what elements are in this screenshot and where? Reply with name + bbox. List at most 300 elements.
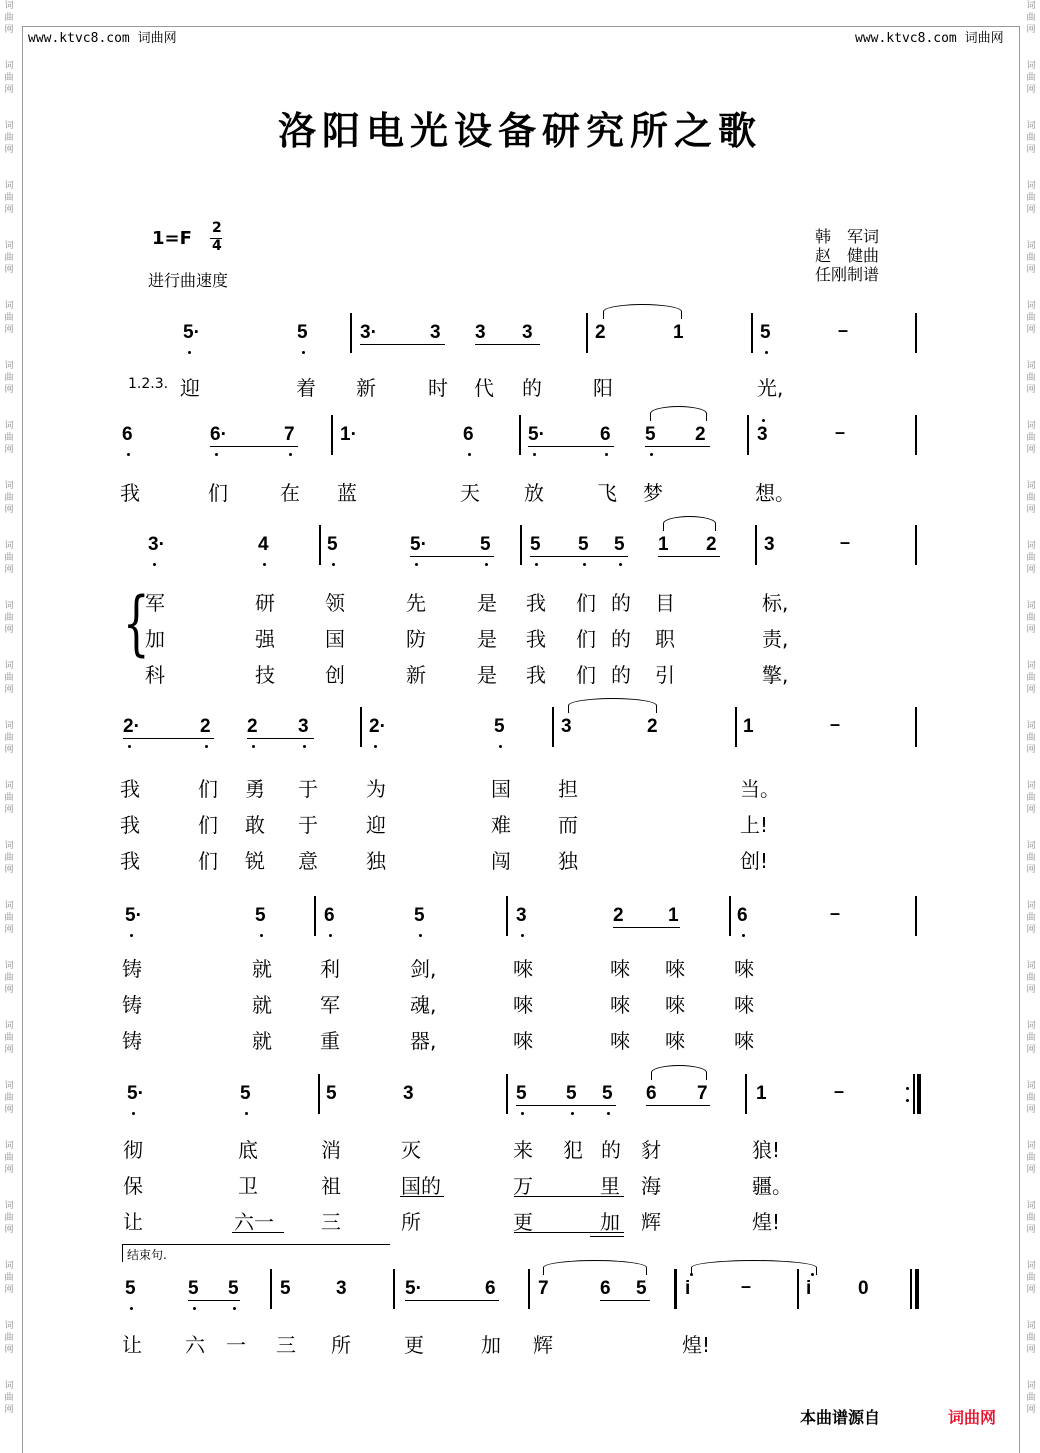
final-barline-thick	[915, 1269, 919, 1309]
lyric-verse2: 加	[145, 627, 165, 651]
lyric-verse3: 六一	[234, 1210, 274, 1234]
lyric: 我	[120, 481, 140, 505]
lyric-verse1: 标,	[762, 591, 789, 615]
key-signature: 1=F	[152, 228, 192, 249]
watermark-glyph: 词 曲 网	[1026, 361, 1036, 395]
lyric-verse1: 的	[601, 1138, 621, 1162]
credit-composer: 赵 健曲	[815, 246, 880, 265]
barline	[506, 896, 508, 936]
note: 3	[764, 534, 775, 555]
lyric-verse2: 责,	[762, 627, 789, 651]
lyric-verse2: 我	[526, 627, 546, 651]
note: i	[806, 1278, 812, 1299]
lyric-verse1: 彻	[123, 1138, 143, 1162]
lyric-verse1: 研	[255, 591, 275, 615]
watermark-glyph: 词 曲 网	[1026, 541, 1036, 575]
lyric-verse1: 先	[406, 591, 426, 615]
slur	[663, 516, 716, 531]
octave-dot-low	[583, 563, 586, 566]
lyric-verse2: 是	[477, 627, 497, 651]
barline	[915, 896, 917, 936]
octave-dot-low	[419, 934, 422, 937]
note: 2	[200, 716, 211, 737]
dash-rest: –	[830, 714, 841, 734]
watermark-glyph: 词 曲 网	[1026, 1321, 1036, 1355]
octave-dot-low	[130, 1307, 133, 1310]
lyric-verse3: 就	[252, 1029, 272, 1053]
note: i	[685, 1278, 691, 1299]
note: 1·	[340, 424, 357, 445]
note: 3	[757, 424, 768, 445]
lyric-verse1: 为	[366, 777, 386, 801]
watermark-glyph: 词 曲 网	[4, 721, 14, 755]
octave-dot-high	[762, 419, 765, 422]
note: 2	[695, 424, 706, 445]
barline	[915, 525, 917, 565]
dash-rest: –	[838, 320, 849, 340]
lyric-verse2: 我	[120, 813, 140, 837]
lyric: 时	[428, 376, 448, 400]
lyric: 蓝	[337, 481, 357, 505]
lyric-verse3: 器,	[410, 1029, 437, 1053]
octave-dot-low	[332, 563, 335, 566]
watermark-glyph: 词 曲 网	[4, 481, 14, 515]
lyric-verse3: 唻	[513, 1029, 533, 1053]
barline	[586, 313, 588, 353]
barline-start	[674, 1269, 676, 1309]
lyric-verse2: 的	[611, 627, 631, 651]
lyric: 想。	[755, 481, 795, 505]
note: 1	[673, 322, 684, 343]
lyric-verse3: 辉	[641, 1210, 661, 1234]
lyric-verse2: 于	[298, 813, 318, 837]
octave-dot-low	[233, 1307, 236, 1310]
watermark-glyph: 词 曲 网	[1026, 1081, 1036, 1115]
lyric-verse3: 锐	[245, 849, 265, 873]
lyric-verse1: 狼!	[752, 1138, 781, 1162]
beam	[123, 738, 214, 739]
watermark-glyph: 词 曲 网	[4, 961, 14, 995]
lyric-verse3: 们	[198, 849, 218, 873]
time-signature-denominator: 4	[212, 238, 222, 254]
note: 6	[600, 1278, 611, 1299]
octave-dot-low	[605, 453, 608, 456]
lyric-verse1: 剑,	[410, 957, 437, 981]
octave-dot-low	[132, 1112, 135, 1115]
lyric-verse3: 我	[120, 849, 140, 873]
beam	[528, 446, 614, 447]
watermark-glyph: 词 曲 网	[1026, 1, 1036, 35]
note: 2	[647, 716, 658, 737]
watermark-glyph: 词 曲 网	[1026, 481, 1036, 515]
beam	[360, 344, 445, 345]
lyric-verse2: 们	[576, 627, 596, 651]
lyric-verse3: 引	[655, 663, 675, 687]
beam	[613, 927, 680, 928]
lyric-verse2: 上!	[740, 813, 769, 837]
slur	[651, 1065, 707, 1080]
octave-dot-low	[252, 745, 255, 748]
barline	[270, 1269, 272, 1309]
barline	[745, 1074, 747, 1114]
lyric-verse3: 独	[558, 849, 578, 873]
watermark-glyph: 词 曲 网	[4, 1261, 14, 1295]
lyric-verse2: 职	[655, 627, 675, 651]
octave-dot-low	[153, 563, 156, 566]
note: 6	[122, 424, 133, 445]
note: 6	[324, 905, 335, 926]
octave-dot-low	[415, 563, 418, 566]
barline	[735, 707, 737, 747]
lyric-verse3: 所	[401, 1210, 421, 1234]
watermark-glyph: 词 曲 网	[4, 1021, 14, 1055]
watermark-glyph: 词 曲 网	[4, 901, 14, 935]
octave-dot-low	[468, 453, 471, 456]
lyric-ending: 三	[276, 1333, 296, 1357]
dash-rest: –	[835, 422, 846, 442]
watermark-glyph: 词 曲 网	[4, 1201, 14, 1235]
watermark-glyph: 词 曲 网	[1026, 601, 1036, 635]
note: 5	[645, 424, 656, 445]
lyric-verse3: 我	[526, 663, 546, 687]
lyric-underline	[232, 1232, 284, 1233]
note: 5	[188, 1278, 199, 1299]
lyric-verse1: 目	[655, 591, 675, 615]
lyric-verse1: 是	[477, 591, 497, 615]
lyric: 天	[460, 481, 480, 505]
lyric-verse3: 新	[406, 663, 426, 687]
watermark-glyph: 词 曲 网	[1026, 961, 1036, 995]
watermark-glyph: 词 曲 网	[4, 1381, 14, 1415]
lyric-verse3: 的	[611, 663, 631, 687]
octave-dot-low	[263, 563, 266, 566]
watermark-glyph: 词 曲 网	[1026, 301, 1036, 335]
note: 7	[538, 1278, 549, 1299]
beam	[410, 556, 494, 557]
lyric-verse1: 唻	[610, 957, 630, 981]
barline	[797, 1269, 799, 1309]
barline	[506, 1074, 508, 1114]
lyric-verse2: 防	[406, 627, 426, 651]
beam	[646, 1105, 710, 1106]
header-right[interactable]: www.ktvc8.com 词曲网	[855, 31, 1004, 46]
lyric-verse1: 领	[325, 591, 345, 615]
note: 0	[858, 1278, 869, 1299]
note: 4	[258, 534, 269, 555]
lyric-verse1: 豺	[641, 1138, 661, 1162]
octave-dot-low	[205, 745, 208, 748]
lyric-verse3: 科	[145, 663, 165, 687]
final-barline-thin	[913, 1074, 915, 1114]
lyric-underline	[514, 1196, 624, 1197]
octave-dot-low	[193, 1307, 196, 1310]
octave-dot-low	[215, 453, 218, 456]
octave-dot-low	[571, 1112, 574, 1115]
lyric-ending: 让	[122, 1333, 142, 1357]
beam	[645, 446, 710, 447]
watermark-glyph: 词 曲 网	[1026, 241, 1036, 275]
lyric-verse1: 们	[198, 777, 218, 801]
watermark-glyph: 词 曲 网	[4, 541, 14, 575]
lyric-verse3: 们	[576, 663, 596, 687]
barline	[747, 415, 749, 455]
note: 1	[668, 905, 679, 926]
note: 6	[600, 424, 611, 445]
watermark-glyph: 词 曲 网	[1026, 1381, 1036, 1415]
lyric-verse3: 唻	[610, 1029, 630, 1053]
note: 3	[516, 905, 527, 926]
octave-dot-low	[533, 453, 536, 456]
note: 5·	[183, 322, 200, 343]
lyric-verse1: 我	[526, 591, 546, 615]
lyric-verse2: 万	[513, 1174, 533, 1198]
barline	[318, 1074, 320, 1114]
repeat-dot	[906, 1099, 909, 1102]
note: 5	[602, 1083, 613, 1104]
lyric-verse2: 卫	[238, 1174, 258, 1198]
note: 5	[480, 534, 491, 555]
note: 5	[566, 1083, 577, 1104]
lyric: 在	[280, 481, 300, 505]
lyric-verse1: 们	[576, 591, 596, 615]
lyric: 着	[296, 376, 316, 400]
barline	[350, 313, 352, 353]
note: 2	[595, 322, 606, 343]
note: 5	[125, 1278, 136, 1299]
lyric-verse1: 于	[298, 777, 318, 801]
slur	[691, 1260, 817, 1275]
lyric-verse2: 唻	[610, 993, 630, 1017]
lyric-verse1: 犯	[563, 1138, 583, 1162]
octave-dot-low	[128, 745, 131, 748]
barline	[520, 525, 522, 565]
header-left[interactable]: www.ktvc8.com 词曲网	[28, 31, 177, 46]
note: 5	[297, 322, 308, 343]
lyric-ending: 辉	[533, 1333, 553, 1357]
octave-dot-low	[130, 934, 133, 937]
lyric-verse2: 唻	[734, 993, 754, 1017]
octave-dot-low	[302, 351, 305, 354]
octave-dot-low	[742, 934, 745, 937]
barline	[755, 525, 757, 565]
octave-dot-low	[499, 745, 502, 748]
ending-bracket-edge	[122, 1244, 123, 1262]
lyric-verse3: 擎,	[762, 663, 789, 687]
beam	[530, 556, 628, 557]
note: 5	[636, 1278, 647, 1299]
watermark-glyph: 词 曲 网	[1026, 841, 1036, 875]
lyric-verse2: 铸	[122, 993, 142, 1017]
lyric-ending: 更	[404, 1333, 424, 1357]
note: 2·	[369, 716, 386, 737]
watermark-glyph: 词 曲 网	[1026, 1201, 1036, 1235]
watermark-glyph: 词 曲 网	[1026, 781, 1036, 815]
verse-marker: 1.2.3.	[128, 376, 169, 392]
lyric-verse2: 唻	[513, 993, 533, 1017]
octave-dot-low	[289, 453, 292, 456]
slur	[543, 1260, 647, 1275]
dash-rest: –	[830, 903, 841, 923]
beam	[658, 556, 720, 557]
lyric-verse2: 而	[558, 813, 578, 837]
lyric-verse3: 让	[123, 1210, 143, 1234]
watermark-glyph: 词 曲 网	[1026, 121, 1036, 155]
lyric-verse3: 独	[366, 849, 386, 873]
final-barline-thick	[917, 1074, 921, 1114]
credit-transcriber: 任刚制谱	[815, 265, 880, 284]
note: 5	[578, 534, 589, 555]
lyric: 迎	[180, 376, 200, 400]
note: 7	[697, 1083, 708, 1104]
note: 1	[743, 716, 754, 737]
note: 2	[706, 534, 717, 555]
lyric-verse2: 国的	[401, 1174, 441, 1198]
watermark-glyph: 词 曲 网	[1026, 421, 1036, 455]
note: 7	[284, 424, 295, 445]
ending-bracket	[122, 1244, 390, 1245]
octave-dot-low	[650, 453, 653, 456]
lyric-ending: 一	[226, 1333, 246, 1357]
lyric-verse3: 意	[298, 849, 318, 873]
lyric-underline	[590, 1236, 624, 1237]
beam	[247, 738, 314, 739]
note: 5	[614, 534, 625, 555]
lyric-verse2: 就	[252, 993, 272, 1017]
lyric-verse1: 担	[558, 777, 578, 801]
watermark-glyph: 词 曲 网	[4, 241, 14, 275]
lyric: 飞	[597, 481, 617, 505]
footer-source-label: 本曲谱源自	[800, 1408, 881, 1427]
lyric-verse3: 三	[321, 1210, 341, 1234]
lyric-verse1: 利	[320, 957, 340, 981]
octave-dot-low	[260, 934, 263, 937]
watermark-glyph: 词 曲 网	[4, 781, 14, 815]
note: 6	[485, 1278, 496, 1299]
note: 5	[414, 905, 425, 926]
note: 5	[327, 534, 338, 555]
note: 3	[522, 322, 533, 343]
barline	[528, 1269, 530, 1309]
lyric-ending: 六	[185, 1333, 205, 1357]
lyric-verse1: 唻	[734, 957, 754, 981]
dash-rest: –	[840, 532, 851, 552]
barline	[729, 896, 731, 936]
lyric: 代	[474, 376, 494, 400]
watermark-glyph: 词 曲 网	[1026, 721, 1036, 755]
watermark-glyph: 词 曲 网	[1026, 61, 1036, 95]
note: 6	[646, 1083, 657, 1104]
note: 5	[516, 1083, 527, 1104]
barline	[331, 415, 333, 455]
watermark-glyph: 词 曲 网	[4, 181, 14, 215]
lyric-verse3: 创	[325, 663, 345, 687]
note: 5	[228, 1278, 239, 1299]
beam	[516, 1105, 616, 1106]
note: 3·	[148, 534, 165, 555]
lyric-verse3: 更	[513, 1210, 533, 1234]
note: 3	[298, 716, 309, 737]
watermark-glyph: 词 曲 网	[4, 361, 14, 395]
right-watermark-strip	[1022, 0, 1040, 1452]
slur	[603, 304, 682, 319]
footer-site-link[interactable]: 词曲网	[948, 1408, 997, 1427]
note: 5	[494, 716, 505, 737]
lyric-verse3: 唻	[665, 1029, 685, 1053]
note: 2	[247, 716, 258, 737]
lyric-verse2: 海	[641, 1174, 661, 1198]
lyric-verse2: 军	[320, 993, 340, 1017]
verse-brace: {	[122, 582, 150, 664]
barline	[519, 415, 521, 455]
note: 6	[463, 424, 474, 445]
note: 3	[475, 322, 486, 343]
lyric-verse1: 国	[491, 777, 511, 801]
beam	[475, 344, 540, 345]
octave-dot-low	[374, 745, 377, 748]
watermark-glyph: 词 曲 网	[4, 1141, 14, 1175]
lyric-underline	[514, 1232, 624, 1233]
lyric-verse3: 重	[320, 1029, 340, 1053]
dash-rest: –	[834, 1081, 845, 1101]
octave-dot-low	[127, 453, 130, 456]
lyric: 的	[522, 376, 542, 400]
lyric-verse1: 的	[611, 591, 631, 615]
beam	[600, 1300, 650, 1301]
lyric-verse3: 唻	[734, 1029, 754, 1053]
lyric-verse3: 技	[255, 663, 275, 687]
watermark-glyph: 词 曲 网	[4, 121, 14, 155]
barline	[915, 415, 917, 455]
song-title: 洛阳电光设备研究所之歌	[277, 108, 762, 153]
lyric-verse2: 们	[198, 813, 218, 837]
lyric-verse2: 迎	[366, 813, 386, 837]
barline	[915, 313, 917, 353]
lyric-verse1: 唻	[665, 957, 685, 981]
left-watermark-strip	[0, 0, 18, 1452]
lyric-underline	[400, 1196, 444, 1197]
watermark-glyph: 词 曲 网	[1026, 661, 1036, 695]
note: 2	[613, 905, 624, 926]
credit-lyricist: 韩 军词	[815, 227, 880, 246]
watermark-glyph: 词 曲 网	[1026, 1021, 1036, 1055]
octave-dot-low	[607, 1112, 610, 1115]
lyric: 们	[208, 481, 228, 505]
watermark-glyph: 词 曲 网	[4, 301, 14, 335]
note: 1	[756, 1083, 767, 1104]
watermark-glyph: 词 曲 网	[4, 421, 14, 455]
lyric-verse1: 我	[120, 777, 140, 801]
note: 5·	[410, 534, 427, 555]
slur	[568, 698, 657, 713]
lyric-verse2: 国	[325, 627, 345, 651]
lyric-verse1: 当。	[740, 777, 780, 801]
watermark-glyph: 词 曲 网	[4, 1, 14, 35]
note: 6	[737, 905, 748, 926]
watermark-glyph: 词 曲 网	[1026, 1141, 1036, 1175]
octave-dot-low	[188, 351, 191, 354]
lyric-verse2: 魂,	[410, 993, 437, 1017]
note: 2·	[123, 716, 140, 737]
lyric-verse3: 加	[600, 1210, 620, 1234]
lyric-ending: 所	[331, 1333, 351, 1357]
ending-label: 结束句.	[127, 1248, 167, 1262]
note: 5·	[125, 905, 142, 926]
lyric-verse3: 煌!	[752, 1210, 781, 1234]
lyric-verse1: 唻	[513, 957, 533, 981]
lyric-ending: 加	[481, 1333, 501, 1357]
octave-dot-low	[535, 563, 538, 566]
octave-dot-low	[521, 934, 524, 937]
